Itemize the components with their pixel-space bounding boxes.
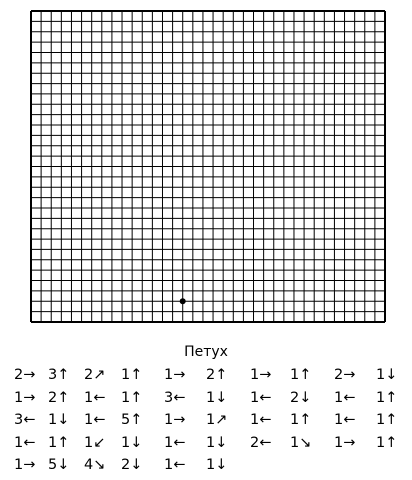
command-step: 2↗: [84, 367, 106, 383]
command-step: 2↓: [121, 457, 143, 473]
command-step: 1↙: [84, 434, 106, 451]
command-step: 1↑: [376, 412, 398, 428]
command-step: 1←: [84, 389, 106, 406]
command-step: 1↗: [206, 412, 228, 428]
command-row: [14, 388, 406, 411]
command-step: 2←: [250, 434, 272, 451]
command-step: 1←: [14, 434, 36, 451]
command-step: 2↑: [48, 389, 70, 406]
command-step: 1←: [250, 389, 272, 406]
command-row: [14, 365, 406, 388]
command-step: 1↑: [290, 367, 312, 383]
command-step: 3↑: [48, 367, 70, 383]
command-step: 1↑: [376, 389, 398, 406]
command-step: 3←: [14, 412, 36, 428]
command-row: [14, 433, 406, 456]
command-step: 1↑: [48, 434, 70, 451]
command-row: [14, 410, 406, 433]
command-step: 1←: [164, 434, 186, 451]
command-step: 1→: [14, 457, 36, 473]
command-step: 2→: [334, 367, 356, 383]
command-step: 1↑: [376, 434, 398, 451]
command-step: 1↓: [376, 367, 398, 383]
command-step: 3←: [164, 389, 186, 406]
command-list: [14, 365, 406, 478]
command-step: 1→: [164, 367, 186, 383]
command-step: 5↓: [48, 457, 70, 473]
command-step: 4↘: [84, 457, 106, 473]
command-step: 1↓: [206, 389, 228, 406]
grid-svg: [30, 10, 386, 323]
command-step: 2↑: [206, 367, 228, 383]
command-step: 1→: [14, 389, 36, 406]
command-step: 1→: [334, 434, 356, 451]
command-step: 1↑: [290, 412, 312, 428]
command-step: 1↑: [121, 367, 143, 383]
command-step: 1←: [250, 412, 272, 428]
command-step: 2↓: [290, 389, 312, 406]
start-point-dot: [180, 298, 186, 304]
command-step: 1←: [334, 412, 356, 428]
command-step: 1→: [250, 367, 272, 383]
command-step: 5↑: [121, 412, 143, 428]
command-step: 1↑: [121, 389, 143, 406]
command-step: 1↓: [206, 434, 228, 451]
command-step: 2→: [14, 367, 36, 383]
drawing-grid: [30, 10, 386, 323]
command-step: 1←: [84, 412, 106, 428]
command-row: [14, 455, 406, 478]
command-step: 1↓: [121, 434, 143, 451]
command-step: 1←: [334, 389, 356, 406]
command-step: 1→: [164, 412, 186, 428]
command-step: 1↓: [206, 457, 228, 473]
command-step: 1↓: [48, 412, 70, 428]
puzzle-title: Петух: [184, 344, 228, 360]
command-step: 1↘: [290, 434, 312, 451]
command-step: 1←: [164, 457, 186, 473]
